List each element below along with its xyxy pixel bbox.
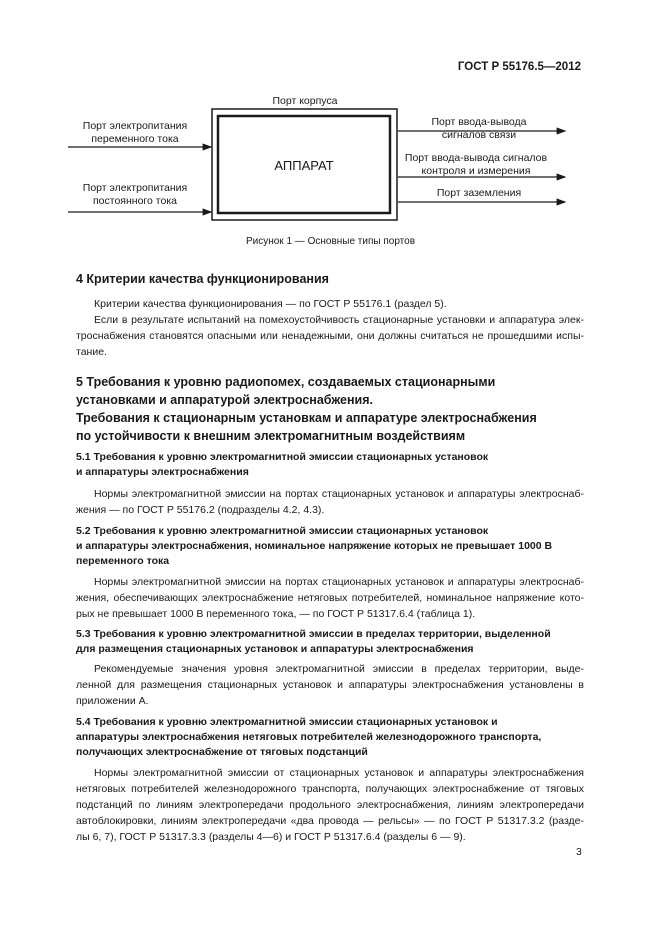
dc-power-port-label — [55, 182, 215, 208]
section-4-paragraph-2 — [76, 312, 584, 360]
apparatus-label: АППАРАТ — [274, 158, 334, 173]
text-line: автоблокировки, линиям электропередачи «два провода — рельсы» — по ГОСТ Р 51317.3.2 (разде- — [76, 815, 584, 827]
section-5-title — [76, 373, 596, 445]
dc-power-port-label-line2: постоянного тока — [93, 195, 177, 207]
section-4-title: 4 Критерии качества функционирования — [76, 272, 329, 286]
subsection-title-line: переменного тока — [76, 555, 170, 567]
subsection-title-line: аппаратуры электроснабжения нетяговых потребителей железнодорожного транспорта, — [76, 731, 542, 743]
subsection-title-line: 5.2 Требования к уровню электромагнитной эмиссии стационарных установок — [76, 525, 489, 537]
subsection-5-3-text — [76, 661, 584, 709]
text-line: подстанций по линиям электропередачи продольного электроснабжения, линиям электропередачи — [76, 799, 584, 811]
control-signal-port-label-line2: контроля и измерения — [421, 165, 531, 177]
text-line: Нормы электромагнитной эмиссии от стационарных установок и аппаратуры электроснабжения — [94, 767, 584, 779]
text-line: ленной для размещения стационарных установок и аппаратуры электроснабжения установлены в — [76, 679, 584, 691]
section-4-paragraph-1-text: Критерии качества функционирования — по ГОСТ Р 55176.1 (раздел 5). — [94, 298, 447, 310]
comm-signal-port-label-line2: сигналов связи — [441, 129, 517, 141]
text-line: жения, обеспечивающих электроснабжение нетяговых потребителей, номинальное напряжение кото- — [76, 592, 584, 604]
enclosure-port-label: Порт корпуса — [272, 95, 338, 107]
section-5-title-line: установками и аппаратурой электроснабжения. — [76, 393, 374, 407]
subsection-title-line: получающих электроснабжение от тяговых подстанций — [76, 746, 368, 758]
section-5-title-line: по устойчивости к внешним электромагнитным воздействиям — [76, 429, 466, 443]
ports-diagram — [0, 0, 661, 260]
subsection-title-line: 5.1 Требования к уровню электромагнитной эмиссии стационарных установок — [76, 451, 489, 463]
subsection-title-line: 5.3 Требования к уровню электромагнитной эмиссии в пределах территории, выделенной — [76, 628, 551, 640]
text-line: Рекомендуемые значения уровня электромагнитной эмиссии в пределах территории, выде- — [94, 663, 584, 675]
subsection-title-line: 5.4 Требования к уровню электромагнитной эмиссии стационарных установок и — [76, 716, 498, 728]
section-4-paragraph-1 — [76, 296, 584, 312]
subsection-5-4-title — [76, 715, 596, 760]
comm-signal-port-label-line1: Порт ввода-вывода — [431, 116, 527, 128]
ground-port-label-line1: Порт заземления — [436, 187, 522, 199]
section-5-title-line: 5 Требования к уровню радиопомех, создаваемых стационарными — [76, 375, 496, 389]
comm-signal-port-label — [404, 116, 554, 142]
ac-power-port-label-line1: Порт электропитания — [82, 120, 188, 132]
subsection-title-line: и аппаратуры электроснабжения, номинальное напряжение которых не превышает 1000 В — [76, 540, 553, 552]
figure-caption: Рисунок 1 — Основные типы портов — [245, 236, 416, 247]
subsection-5-3-title — [76, 627, 596, 657]
text-line: приложении А. — [76, 695, 149, 707]
control-signal-port-label — [396, 152, 556, 178]
section-5-title-line: Требования к стационарным установкам и аппаратуре электроснабжения — [76, 411, 537, 425]
subsection-5-4-text — [76, 765, 584, 845]
ground-port-label — [404, 187, 554, 200]
text-line: тание. — [76, 346, 107, 358]
text-line: троснабжения становятся опасными или ненадежными, они должны считаться не прошедшими испы- — [76, 330, 584, 342]
subsection-title-line: для размещения стационарных установок и аппаратуры электроснабжения — [76, 643, 474, 655]
text-line: рых не превышает 1000 В переменного тока, — по ГОСТ Р 51317.6.4 (таблица 1). — [76, 608, 476, 620]
subsection-5-2-text — [76, 574, 584, 622]
subsection-title-line: и аппаратуры электроснабжения — [76, 466, 249, 478]
text-line: нетяговых потребителей железнодорожного транспорта, получающих электроснабжение от тяговых — [76, 783, 584, 795]
ac-power-port-label-line2: переменного тока — [91, 133, 179, 145]
document-id: ГОСТ Р 55176.5—2012 — [457, 61, 581, 73]
text-line: Если в результате испытаний на помехоустойчивость стационарные установки и аппаратура элек- — [94, 314, 584, 326]
ac-power-port-label — [55, 120, 215, 146]
text-line: Нормы электромагнитной эмиссии на портах стационарных установок и аппаратуры электроснаб- — [94, 576, 584, 588]
text-line: Нормы электромагнитной эмиссии на портах стационарных установок и аппаратуры электроснаб- — [94, 488, 584, 500]
subsection-5-1-title — [76, 450, 596, 480]
subsection-5-1-text — [76, 486, 584, 518]
dc-power-port-label-line1: Порт электропитания — [82, 182, 188, 194]
control-signal-port-label-line1: Порт ввода-вывода сигналов — [404, 152, 548, 164]
text-line: жения — по ГОСТ Р 55176.2 (подразделы 4.2, 4.3). — [76, 504, 325, 516]
page-number: 3 — [576, 846, 582, 858]
subsection-5-2-title — [76, 524, 596, 569]
text-line: лы 6, 7), ГОСТ Р 51317.3.3 (разделы 4—6) и ГОСТ Р 51317.6.4 (разделы 6 — 9). — [76, 831, 466, 843]
